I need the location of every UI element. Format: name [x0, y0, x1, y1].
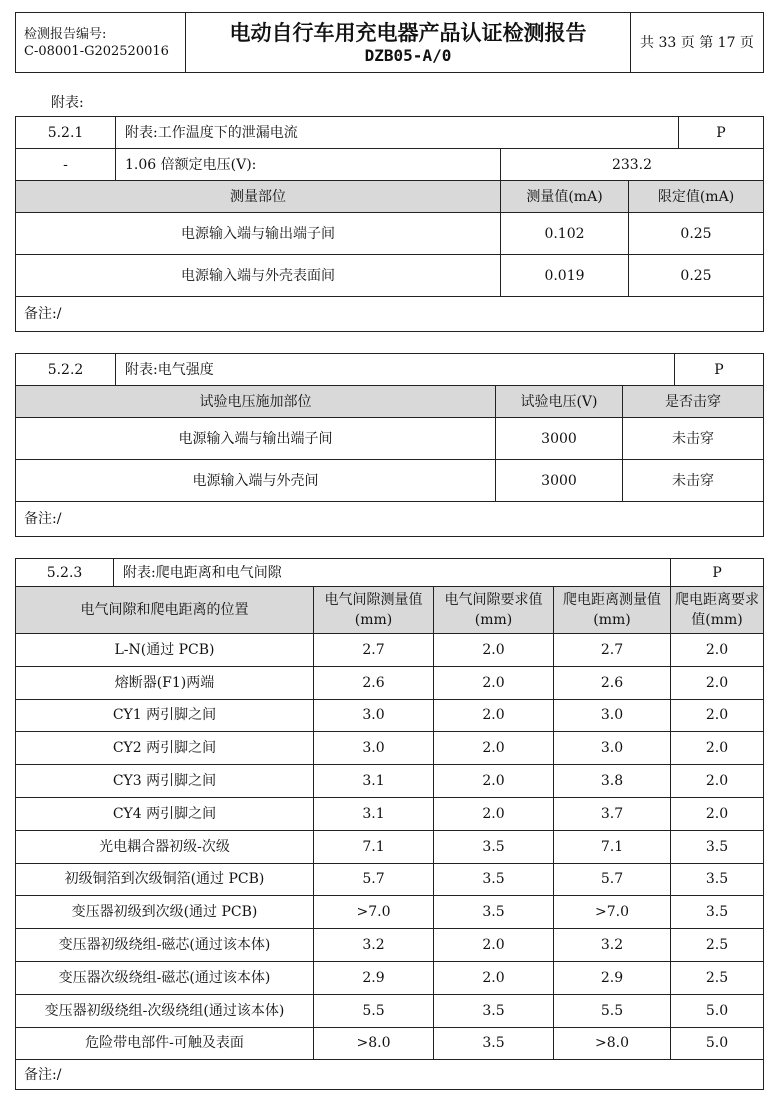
table-cell: 5.5 [314, 994, 434, 1027]
table-row [16, 896, 764, 929]
column-header: 试验电压(V) [496, 386, 623, 418]
table-cell: >8.0 [554, 1027, 671, 1060]
table-cell: 光电耦合器初级-次级 [16, 830, 314, 863]
verdict: P [679, 117, 764, 149]
table-cell: 2.0 [671, 634, 764, 667]
table-cell: 3.5 [434, 1027, 554, 1060]
report-header [15, 12, 764, 73]
table-cell: >7.0 [554, 896, 671, 929]
table-cell: 3.0 [314, 732, 434, 765]
table-cell: 2.0 [671, 732, 764, 765]
table-row [16, 961, 764, 994]
table-cell: 变压器初级到次级(通过 PCB) [16, 896, 314, 929]
table-row [16, 1027, 764, 1060]
table-cell: 熔断器(F1)两端 [16, 666, 314, 699]
table-row [16, 830, 764, 863]
table-cell: 2.7 [314, 634, 434, 667]
table-cell: CY4 两引脚之间 [16, 797, 314, 830]
table-row [16, 634, 764, 667]
clause-number: 5.2.2 [16, 354, 116, 386]
table-row [16, 460, 764, 502]
table-cell: 3.5 [671, 896, 764, 929]
table-row [16, 213, 764, 255]
clause-number: 5.2.1 [16, 117, 116, 149]
column-header: 测量部位 [16, 181, 501, 213]
table-row [16, 666, 764, 699]
table-cell: CY1 两引脚之间 [16, 699, 314, 732]
table-cell: 2.0 [671, 666, 764, 699]
table-cell: 2.0 [434, 666, 554, 699]
table-cell: 3.0 [314, 699, 434, 732]
table-cell: 2.0 [671, 797, 764, 830]
voltage-value: 233.2 [501, 149, 764, 181]
table-cell: 2.0 [434, 961, 554, 994]
table-cell: 2.6 [554, 666, 671, 699]
table-cell: 2.0 [671, 765, 764, 798]
table-cell: 5.0 [671, 994, 764, 1027]
table-row [16, 797, 764, 830]
table-note: 备注:/ [16, 502, 764, 537]
report-title: 电动自行车用充电器产品认证检测报告 [229, 20, 587, 45]
verdict: P [671, 559, 764, 587]
table-cell: 变压器初级绕组-磁芯(通过该本体) [16, 929, 314, 962]
table-row [16, 418, 764, 460]
column-header: 电气间隙和爬电距离的位置 [16, 587, 314, 634]
report-number-label: 检测报告编号: [24, 26, 107, 42]
table-cell: 危险带电部件-可触及表面 [16, 1027, 314, 1060]
table-row [16, 994, 764, 1027]
report-number-cell [16, 13, 186, 73]
table-cell: 3000 [496, 460, 623, 502]
column-header: 是否击穿 [623, 386, 764, 418]
voltage-label: 1.06 倍额定电压(V): [116, 149, 501, 181]
report-title-cell [186, 13, 631, 73]
table-cell: 2.0 [434, 765, 554, 798]
table-cell: L-N(通过 PCB) [16, 634, 314, 667]
table-cell: 2.0 [434, 699, 554, 732]
table-cell: 5.7 [314, 863, 434, 896]
attachment-label: 附表: [51, 95, 84, 111]
table-cell: 3.5 [434, 863, 554, 896]
column-header: 爬电距离要求值(mm) [671, 587, 764, 634]
table-row [16, 732, 764, 765]
table-title: 附表:电气强度 [116, 354, 675, 386]
report-number: C-08001-G202520016 [24, 43, 169, 59]
table-cell: 5.0 [671, 1027, 764, 1060]
table-creepage-clearance [15, 558, 764, 1090]
table-cell: 3.5 [434, 994, 554, 1027]
table-row [16, 699, 764, 732]
table-cell: 3.1 [314, 797, 434, 830]
table-cell: 3.5 [671, 863, 764, 896]
clause-number: 5.2.3 [16, 559, 114, 587]
table-cell: 初级铜箔到次级铜箔(通过 PCB) [16, 863, 314, 896]
table-cell: 2.5 [671, 961, 764, 994]
table-cell: 5.5 [554, 994, 671, 1027]
column-header: 试验电压施加部位 [16, 386, 496, 418]
table-cell: 2.0 [434, 634, 554, 667]
table-row [16, 765, 764, 798]
table-cell: 3.5 [434, 830, 554, 863]
table-cell: 2.7 [554, 634, 671, 667]
table-cell: 未击穿 [623, 460, 764, 502]
table-cell: 0.019 [501, 255, 629, 297]
table-leakage-current [15, 116, 764, 332]
table-cell: 3.5 [434, 896, 554, 929]
table-cell: 0.102 [501, 213, 629, 255]
table-cell: 未击穿 [623, 418, 764, 460]
report-code: DZB05-A/0 [364, 45, 452, 65]
table-cell: 3.0 [554, 699, 671, 732]
table-body [16, 634, 764, 1060]
table-cell: 电源输入端与输出端子间 [16, 418, 496, 460]
table-cell: 2.0 [434, 929, 554, 962]
table-cell: 2.9 [314, 961, 434, 994]
table-cell: 电源输入端与外壳表面间 [16, 255, 501, 297]
table-cell: >7.0 [314, 896, 434, 929]
table-row [16, 255, 764, 297]
table-cell: 2.6 [314, 666, 434, 699]
table-cell: 7.1 [314, 830, 434, 863]
table-cell: 2.0 [434, 732, 554, 765]
table-cell: 2.5 [671, 929, 764, 962]
table-cell: CY2 两引脚之间 [16, 732, 314, 765]
table-cell: 3.1 [314, 765, 434, 798]
table-cell: 2.9 [554, 961, 671, 994]
table-cell: 3.2 [314, 929, 434, 962]
table-cell: 电源输入端与输出端子间 [16, 213, 501, 255]
table-cell: 3.2 [554, 929, 671, 962]
table-title: 附表:工作温度下的泄漏电流 [116, 117, 679, 149]
table-electric-strength [15, 353, 764, 537]
dash-cell: - [16, 149, 116, 181]
table-cell: 5.7 [554, 863, 671, 896]
table-note: 备注:/ [16, 1060, 764, 1090]
table-cell: 2.0 [434, 797, 554, 830]
table-cell: 2.0 [671, 699, 764, 732]
table-cell: >8.0 [314, 1027, 434, 1060]
table-cell: 3.5 [671, 830, 764, 863]
table-cell: 0.25 [629, 255, 764, 297]
table-cell: 变压器初级绕组-次级绕组(通过该本体) [16, 994, 314, 1027]
table-cell: 7.1 [554, 830, 671, 863]
table-cell: CY3 两引脚之间 [16, 765, 314, 798]
column-header: 电气间隙要求值(mm) [434, 587, 554, 634]
table-row [16, 863, 764, 896]
table-cell: 变压器次级绕组-磁芯(通过该本体) [16, 961, 314, 994]
column-header: 电气间隙测量值(mm) [314, 587, 434, 634]
table-title: 附表:爬电距离和电气间隙 [114, 559, 671, 587]
table-cell: 3.7 [554, 797, 671, 830]
table-cell: 电源输入端与外壳间 [16, 460, 496, 502]
table-cell: 0.25 [629, 213, 764, 255]
column-header: 爬电距离测量值(mm) [554, 587, 671, 634]
column-header: 限定值(mA) [629, 181, 764, 213]
table-cell: 3.8 [554, 765, 671, 798]
table-row [16, 929, 764, 962]
column-header: 测量值(mA) [501, 181, 629, 213]
table-cell: 3000 [496, 418, 623, 460]
page-number: 共 33 页 第 17 页 [631, 13, 764, 73]
verdict: P [675, 354, 764, 386]
table-cell: 3.0 [554, 732, 671, 765]
table-note: 备注:/ [16, 297, 764, 332]
